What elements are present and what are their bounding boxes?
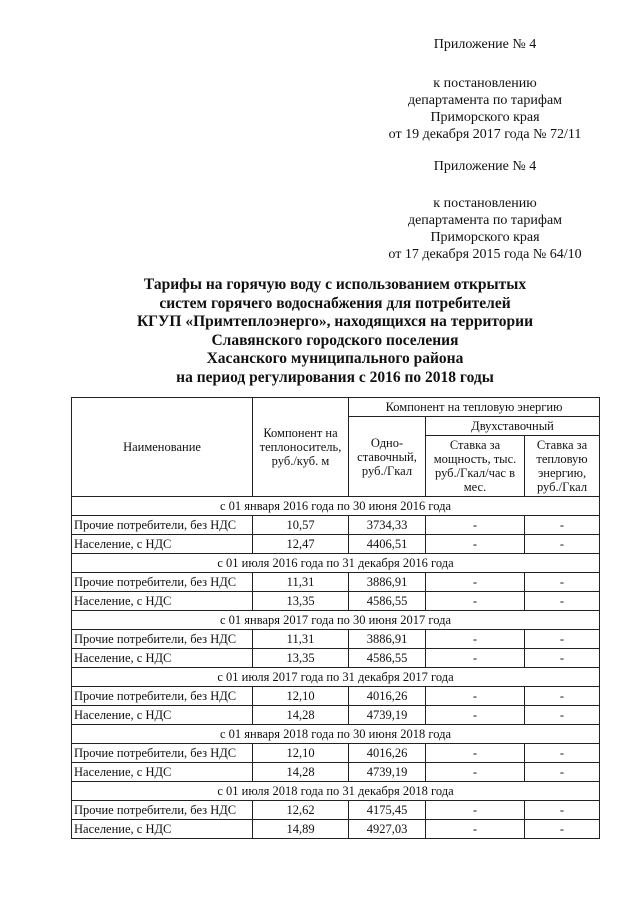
tariffs-table [71, 397, 600, 839]
cell-single-rate: 3886,91 [349, 573, 426, 592]
cell-consumer-name: Прочие потребители, без НДС [72, 687, 253, 706]
cell-consumer-name: Население, с НДС [72, 592, 253, 611]
annex-original-line: к постановлению [433, 196, 537, 211]
table-row [72, 744, 600, 763]
header-thermal: Компонент на тепловую энергию [349, 398, 600, 417]
cell-carrier-price: 11,31 [253, 573, 349, 592]
cell-single-rate: 4406,51 [349, 535, 426, 554]
annex-original-title: Приложение № 4 [433, 159, 537, 174]
annex-current-line: департамента по тарифам [407, 93, 563, 108]
header-two-rate: Двухставочный [426, 417, 600, 436]
cell-consumer-name: Население, с НДС [72, 706, 253, 725]
cell-consumer-name: Прочие потребители, без НДС [72, 801, 253, 820]
annex-original-line: Приморского края [430, 230, 540, 245]
annex-original-line: от 17 декабря 2015 года № 64/10 [388, 247, 582, 262]
cell-consumer-name: Население, с НДС [72, 535, 253, 554]
cell-energy-rate: - [525, 687, 600, 706]
cell-energy-rate: - [525, 706, 600, 725]
cell-carrier-price: 11,31 [253, 630, 349, 649]
table-row [72, 820, 600, 839]
cell-carrier-price: 12,10 [253, 687, 349, 706]
annex-original-title-block [360, 158, 610, 175]
cell-capacity-rate: - [426, 535, 525, 554]
annex-current-reference [360, 75, 610, 143]
cell-single-rate: 4739,19 [349, 706, 426, 725]
annex-current-title-block [360, 36, 610, 53]
header-carrier: Компонент на теплоноситель, руб./куб. м [253, 398, 349, 497]
cell-consumer-name: Население, с НДС [72, 649, 253, 668]
cell-capacity-rate: - [426, 687, 525, 706]
cell-energy-rate: - [525, 744, 600, 763]
cell-single-rate: 4927,03 [349, 820, 426, 839]
table-row [72, 535, 600, 554]
cell-capacity-rate: - [426, 516, 525, 535]
cell-carrier-price: 14,89 [253, 820, 349, 839]
annex-current-line: от 19 декабря 2017 года № 72/11 [388, 127, 582, 142]
table-row [72, 687, 600, 706]
cell-capacity-rate: - [426, 706, 525, 725]
cell-energy-rate: - [525, 801, 600, 820]
cell-single-rate: 3734,33 [349, 516, 426, 535]
title-line: на период регулирования с 2016 по 2018 годы [176, 368, 494, 386]
cell-energy-rate: - [525, 592, 600, 611]
cell-capacity-rate: - [426, 649, 525, 668]
table-row [72, 649, 600, 668]
title-line: Славянского городского поселения [211, 331, 459, 349]
period-header: с 01 января 2018 года по 30 июня 2018 года [72, 725, 600, 744]
table-row [72, 592, 600, 611]
table-row [72, 573, 600, 592]
cell-energy-rate: - [525, 649, 600, 668]
cell-single-rate: 4016,26 [349, 744, 426, 763]
cell-single-rate: 4586,55 [349, 649, 426, 668]
table-row [72, 801, 600, 820]
period-header: с 01 января 2017 года по 30 июня 2017 года [72, 611, 600, 630]
cell-capacity-rate: - [426, 592, 525, 611]
annex-current-line: Приморского края [430, 110, 540, 125]
cell-carrier-price: 12,47 [253, 535, 349, 554]
header-capacity-rate: Ставка за мощность, тыс. руб./Гкал/час в мес. [426, 436, 525, 497]
cell-capacity-rate: - [426, 744, 525, 763]
cell-energy-rate: - [525, 630, 600, 649]
title-line: КГУП «Примтеплоэнерго», находящихся на территории [136, 313, 534, 330]
title-line: Тарифы на горячую воду с использованием открытых [143, 276, 527, 293]
cell-capacity-rate: - [426, 573, 525, 592]
period-header: с 01 июля 2018 года по 31 декабря 2018 года [72, 782, 600, 801]
cell-single-rate: 3886,91 [349, 630, 426, 649]
cell-single-rate: 4739,19 [349, 763, 426, 782]
tariffs-body [72, 497, 600, 839]
document-title [70, 276, 600, 387]
annex-original-reference [360, 195, 610, 263]
cell-capacity-rate: - [426, 630, 525, 649]
cell-carrier-price: 13,35 [253, 649, 349, 668]
cell-consumer-name: Прочие потребители, без НДС [72, 516, 253, 535]
header-name: Наименование [72, 398, 253, 497]
cell-single-rate: 4016,26 [349, 687, 426, 706]
cell-energy-rate: - [525, 516, 600, 535]
cell-carrier-price: 13,35 [253, 592, 349, 611]
cell-carrier-price: 10,57 [253, 516, 349, 535]
cell-carrier-price: 14,28 [253, 763, 349, 782]
cell-carrier-price: 14,28 [253, 706, 349, 725]
cell-consumer-name: Прочие потребители, без НДС [72, 744, 253, 763]
cell-consumer-name: Прочие потребители, без НДС [72, 630, 253, 649]
cell-carrier-price: 12,62 [253, 801, 349, 820]
table-row [72, 630, 600, 649]
cell-single-rate: 4586,55 [349, 592, 426, 611]
title-line: систем горячего водоснабжения для потребителей [159, 294, 511, 312]
annex-original-line: департамента по тарифам [407, 213, 563, 228]
cell-capacity-rate: - [426, 763, 525, 782]
header-energy-rate: Ставка за тепловую энергию, руб./Гкал [525, 436, 600, 497]
period-header: с 01 января 2016 года по 30 июня 2016 года [72, 497, 600, 516]
title-line: Хасанского муниципального района [206, 350, 464, 367]
period-header: с 01 июля 2017 года по 31 декабря 2017 года [72, 668, 600, 687]
cell-carrier-price: 12,10 [253, 744, 349, 763]
cell-consumer-name: Прочие потребители, без НДС [72, 573, 253, 592]
cell-energy-rate: - [525, 573, 600, 592]
cell-capacity-rate: - [426, 820, 525, 839]
period-header: с 01 июля 2016 года по 31 декабря 2016 года [72, 554, 600, 573]
cell-consumer-name: Население, с НДС [72, 820, 253, 839]
annex-current-title: Приложение № 4 [433, 37, 537, 52]
cell-energy-rate: - [525, 763, 600, 782]
table-row [72, 706, 600, 725]
annex-current-line: к постановлению [433, 76, 537, 91]
table-row [72, 516, 600, 535]
cell-energy-rate: - [525, 820, 600, 839]
header-single-rate: Одно-ставочный, руб./Гкал [349, 417, 426, 497]
cell-consumer-name: Население, с НДС [72, 763, 253, 782]
cell-energy-rate: - [525, 535, 600, 554]
table-row [72, 763, 600, 782]
cell-capacity-rate: - [426, 801, 525, 820]
cell-single-rate: 4175,45 [349, 801, 426, 820]
